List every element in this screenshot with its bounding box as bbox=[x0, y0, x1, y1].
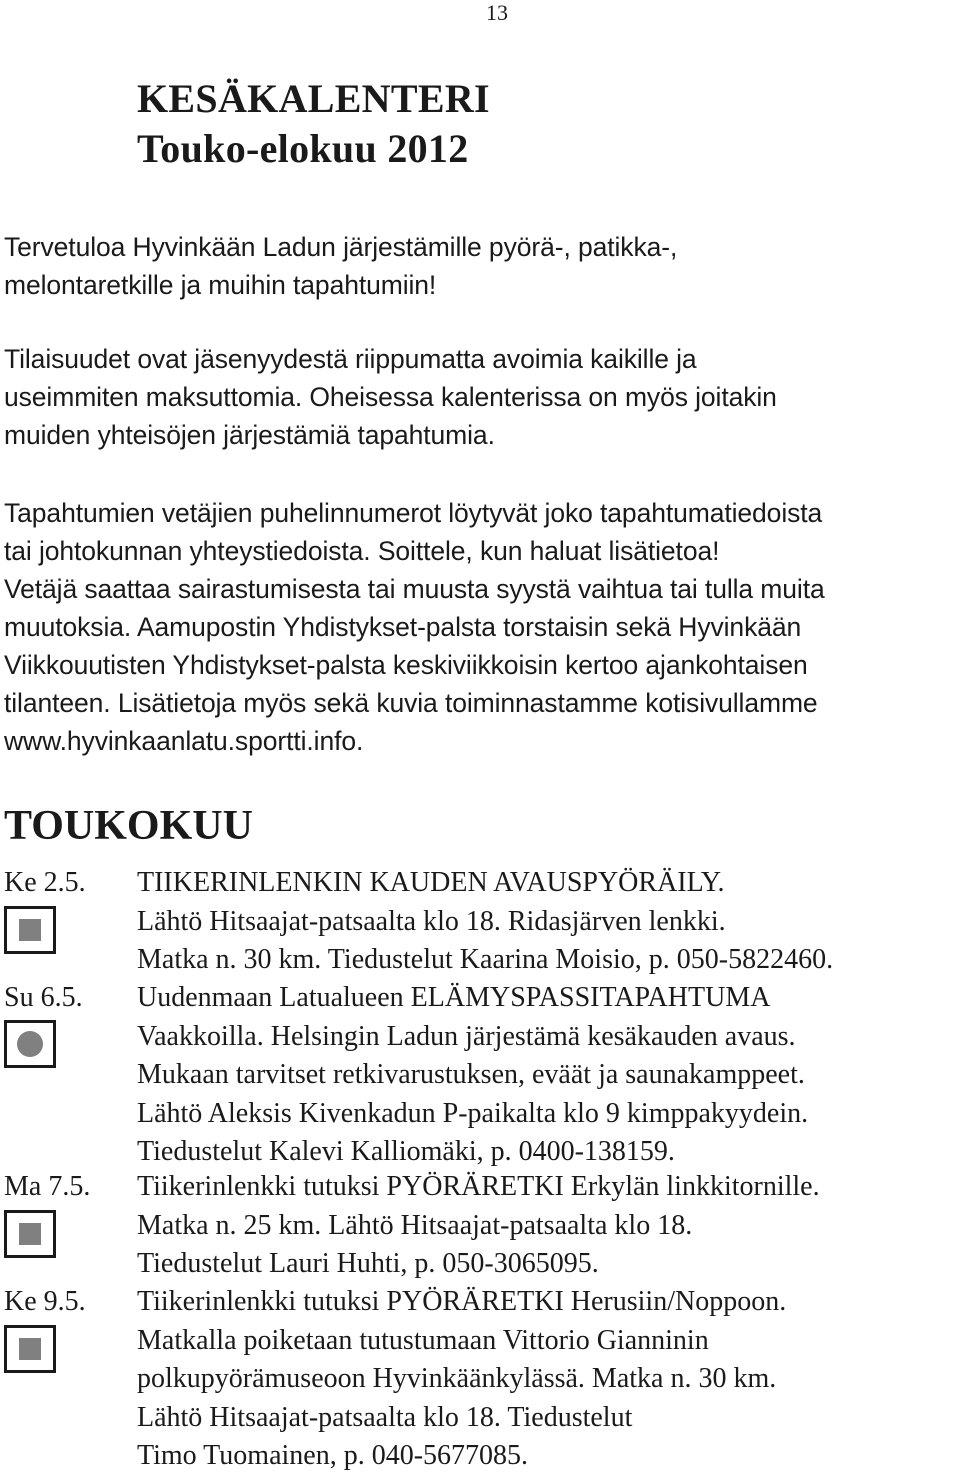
text-line: Lähtö Hitsaajat-patsaalta klo 18. Tiedustelut bbox=[137, 1401, 633, 1433]
text-line: muiden yhteisöjen järjestämiä tapahtumia. bbox=[4, 420, 495, 450]
event-date: Ma 7.5. bbox=[4, 1171, 91, 1202]
intro-paragraph-3 bbox=[4, 494, 960, 760]
text-line: Tapahtumien vetäjien puhelinnumerot löytyvät joko tapahtumatiedoista bbox=[4, 498, 823, 528]
event-description bbox=[137, 1168, 820, 1284]
text-line: Matka n. 30 km. Tiedustelut Kaarina Moisio, p. 050-5822460. bbox=[137, 944, 834, 975]
text-line: Lähtö Aleksis Kivenkadun P-paikalta klo 9 kimppakyydein. bbox=[137, 1097, 809, 1129]
text-line: tilanteen. Lisätietoja myös sekä kuvia toiminnastamme kotisivullamme bbox=[4, 688, 818, 718]
page-number: 13 bbox=[486, 0, 508, 25]
text-line: Vaakkoilla. Helsingin Ladun järjestämä kesäkauden avaus. bbox=[137, 1020, 796, 1052]
text-line: Tiedustelut Kalevi Kalliomäki, p. 0400-138159. bbox=[137, 1136, 675, 1167]
text-line: polkupyörämuseoon Hyvinkäänkylässä. Matka n. 30 km. bbox=[137, 1363, 777, 1394]
text-line: Tiikerinlenkki tutuksi PYÖRÄRETKI Herusiin/Noppoon. bbox=[137, 1286, 787, 1317]
text-line: Tervetuloa Hyvinkään Ladun järjestämille pyörä-, patikka-, bbox=[4, 232, 678, 262]
event-date: Ke 2.5. bbox=[4, 867, 86, 898]
title-line-2: Touko-elokuu 2012 bbox=[137, 126, 469, 171]
text-line: Lähtö Hitsaajat-patsaalta klo 18. Ridasjärven lenkki. bbox=[137, 905, 726, 937]
text-line: Viikkouutisten Yhdistykset-palsta keskiviikkoisin kertoo ajankohtaisen bbox=[4, 650, 808, 680]
event-date: Su 6.5. bbox=[4, 982, 83, 1013]
page-title bbox=[137, 74, 490, 174]
intro-paragraph-2 bbox=[4, 340, 960, 454]
text-line: Tilaisuudet ovat jäsenyydestä riippumatta avoimia kaikille ja bbox=[4, 344, 697, 374]
text-line: Mukaan tarvitset retkivarustuksen, eväät ja saunakamppeet. bbox=[137, 1059, 805, 1090]
section-heading-may: TOUKOKUU bbox=[4, 803, 253, 849]
website-link[interactable]: www.hyvinkaanlatu.sportti.info. bbox=[4, 726, 364, 756]
text-line: Tiikerinlenkki tutuksi PYÖRÄRETKI Erkylän linkkitornille. bbox=[137, 1171, 820, 1202]
text-line: Tiedustelut Lauri Huhti, p. 050-3065095. bbox=[137, 1248, 599, 1279]
square-icon bbox=[4, 906, 56, 954]
text-line: Vetäjä saattaa sairastumisesta tai muusta syystä vaihtua tai tulla muita bbox=[4, 574, 825, 604]
text-line: Uudenmaan Latualueen ELÄMYSPASSITAPAHTUMA bbox=[137, 982, 771, 1013]
circle-icon bbox=[4, 1020, 56, 1068]
text-line: useimmiten maksuttomia. Oheisessa kalenterissa on myös joitakin bbox=[4, 382, 777, 412]
text-line: tai johtokunnan yhteystiedoista. Soittele, kun haluat lisätietoa! bbox=[4, 536, 720, 566]
text-line: melontaretkille ja muihin tapahtumiin! bbox=[4, 270, 437, 300]
intro-paragraph-1 bbox=[4, 228, 960, 304]
title-line-1: KESÄKALENTERI bbox=[137, 76, 490, 121]
event-description bbox=[137, 864, 833, 980]
text-line: Matka n. 25 km. Lähtö Hitsaajat-patsaalta klo 18. bbox=[137, 1209, 693, 1241]
event-description bbox=[137, 1283, 786, 1476]
square-icon bbox=[4, 1325, 56, 1373]
text-line: TIIKERINLENKIN KAUDEN AVAUSPYÖRÄILY. bbox=[137, 867, 725, 898]
text-line: Timo Tuomainen, p. 040-5677085. bbox=[137, 1440, 529, 1471]
square-icon bbox=[4, 1210, 56, 1258]
event-date: Ke 9.5. bbox=[4, 1286, 86, 1317]
event-description bbox=[137, 979, 808, 1172]
text-line: Matkalla poiketaan tutustumaan Vittorio Gianninin bbox=[137, 1324, 709, 1356]
text-line: muutoksia. Aamupostin Yhdistykset-palsta torstaisin sekä Hyvinkään bbox=[4, 612, 802, 642]
